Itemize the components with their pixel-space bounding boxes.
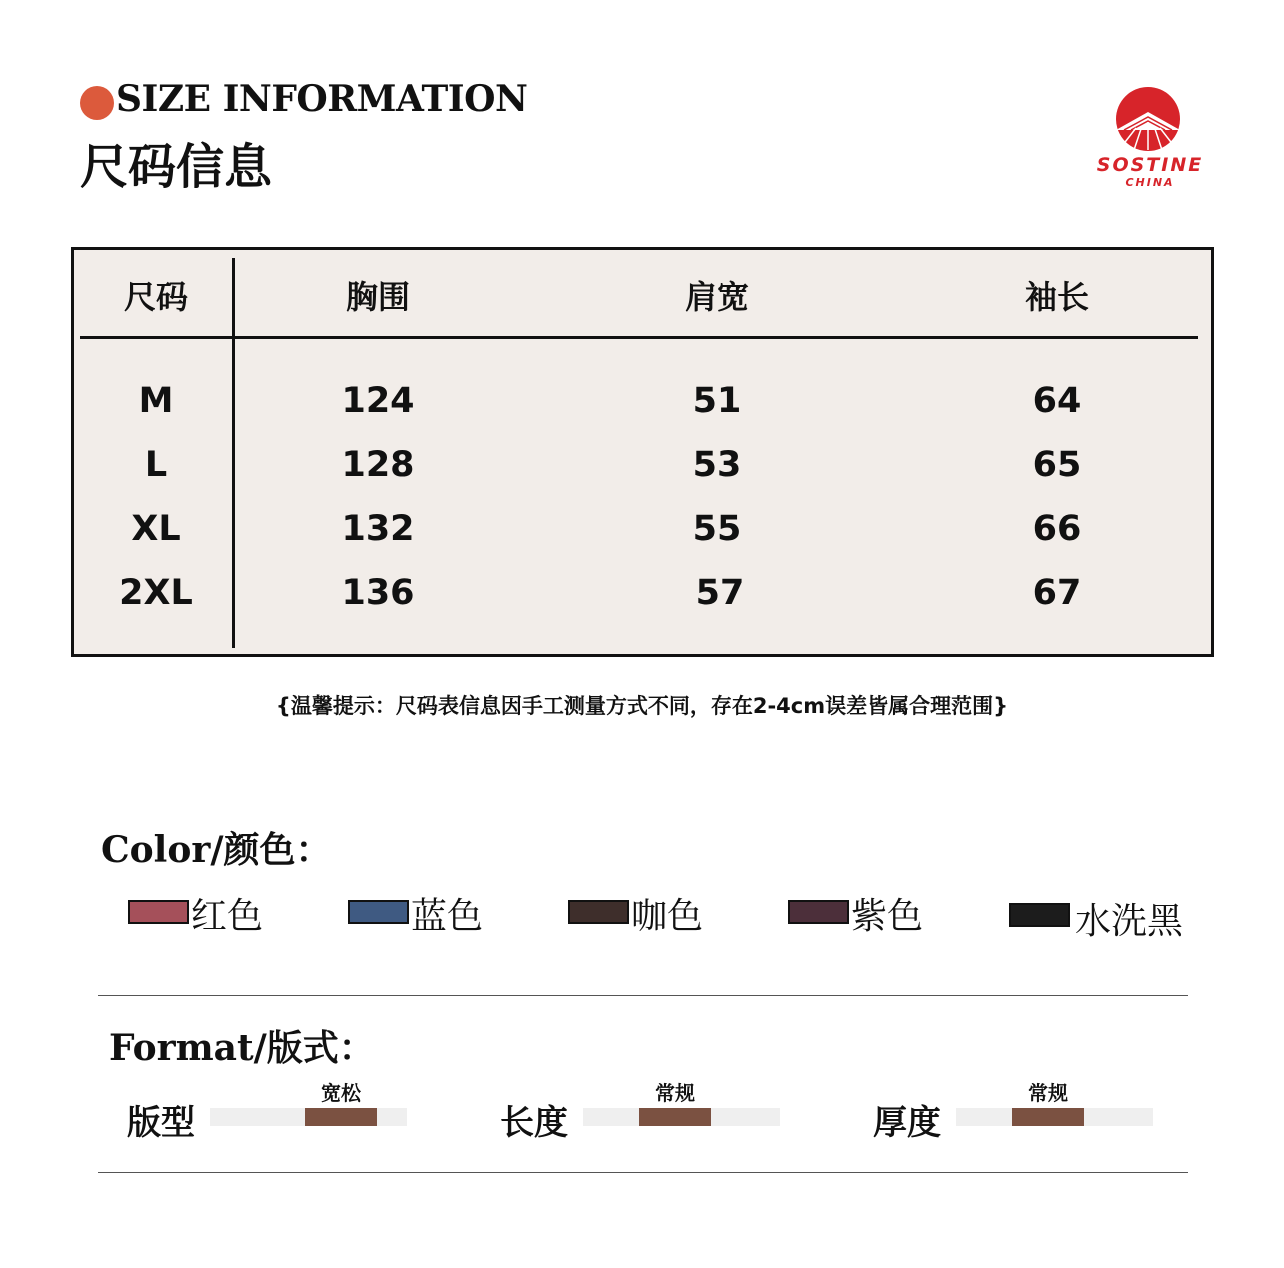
format-indicator-length — [639, 1108, 711, 1126]
cell-shoulder: 55 — [692, 509, 742, 549]
header-shoulder: 肩宽 — [684, 278, 750, 316]
cell-chest: 124 — [341, 381, 415, 421]
color-swatch-washed-black — [1009, 903, 1070, 927]
color-label-red: 红色 — [191, 896, 264, 937]
format-label-thickness: 厚度 — [873, 1103, 941, 1143]
format-indicator-thickness — [1012, 1108, 1084, 1126]
cell-chest: 128 — [341, 445, 415, 485]
title-dot — [80, 86, 114, 120]
color-label-brown: 咖色 — [631, 896, 704, 937]
color-label-blue: 蓝色 — [411, 896, 484, 937]
cell-shoulder: 51 — [692, 381, 742, 421]
cell-size: 2XL — [119, 573, 193, 613]
color-swatch-red — [128, 900, 189, 924]
color-swatch-purple — [788, 900, 849, 924]
page-title-cn: 尺码信息 — [80, 139, 273, 195]
cell-size: L — [144, 445, 168, 485]
format-label-fit: 版型 — [127, 1103, 195, 1143]
cell-chest: 136 — [341, 573, 415, 613]
cell-sleeve: 64 — [1032, 381, 1082, 421]
size-table — [71, 247, 1214, 657]
table-vertical-divider — [232, 258, 235, 648]
header-chest: 胸围 — [345, 278, 411, 316]
cell-size: M — [138, 381, 174, 421]
measurement-note: {温馨提示：尺码表信息因手工测量方式不同，存在2-4cm误差皆属合理范围} — [275, 694, 1009, 718]
cell-size: XL — [131, 509, 181, 549]
format-value-length: 常规 — [655, 1081, 695, 1105]
page-title-en: SIZE INFORMATION — [116, 78, 528, 120]
cell-shoulder: 53 — [692, 445, 742, 485]
table-header-divider — [80, 336, 1198, 339]
cell-sleeve: 67 — [1032, 573, 1082, 613]
format-value-fit: 宽松 — [321, 1081, 361, 1105]
header-size: 尺码 — [123, 278, 189, 316]
section-divider — [98, 995, 1188, 996]
format-indicator-fit — [305, 1108, 377, 1126]
color-swatch-blue — [348, 900, 409, 924]
color-swatch-brown — [568, 900, 629, 924]
format-heading: Format/版式： — [109, 1027, 375, 1069]
header-sleeve: 袖长 — [1024, 278, 1090, 316]
logo-name: SOSTINE — [1096, 154, 1204, 176]
color-label-washed-black: 水洗黑 — [1075, 901, 1184, 942]
cell-sleeve: 66 — [1032, 509, 1082, 549]
cell-shoulder: 57 — [695, 573, 745, 613]
color-label-purple: 紫色 — [851, 896, 924, 937]
cell-sleeve: 65 — [1032, 445, 1082, 485]
cell-chest: 132 — [341, 509, 415, 549]
format-value-thickness: 常规 — [1028, 1081, 1068, 1105]
logo-subtitle: CHINA — [1125, 176, 1175, 189]
section-divider — [98, 1172, 1188, 1173]
color-heading: Color/颜色： — [101, 829, 332, 871]
format-label-length: 长度 — [500, 1103, 568, 1143]
